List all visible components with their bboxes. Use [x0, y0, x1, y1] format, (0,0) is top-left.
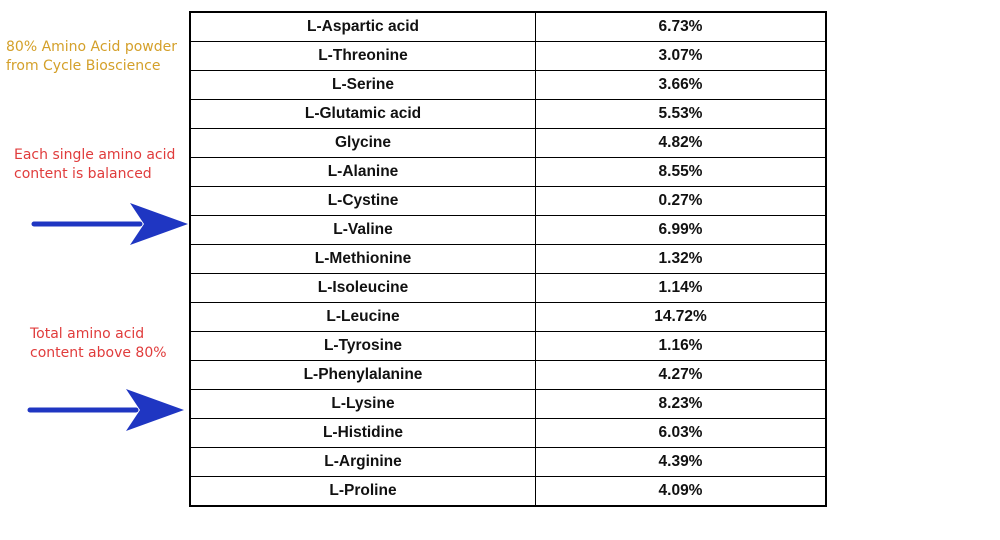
amino-acid-percent: 0.27%: [536, 187, 827, 216]
table-row: [190, 419, 826, 448]
table-row: [190, 390, 826, 419]
total-note: Total amino acid content above 80%: [30, 326, 167, 361]
table-row: [190, 448, 826, 477]
table-row: [190, 100, 826, 129]
amino-acid-percent: 1.32%: [536, 245, 827, 274]
amino-acid-name: L-Isoleucine: [190, 274, 536, 303]
table-row: [190, 71, 826, 100]
amino-acid-name: L-Cystine: [190, 187, 536, 216]
amino-acid-percent: 3.66%: [536, 71, 827, 100]
amino-acid-name: L-Alanine: [190, 158, 536, 187]
right-arrow-icon: [30, 389, 184, 431]
brand-note: 80% Amino Acid powder from Cycle Bioscience: [6, 39, 177, 74]
amino-acid-percent: 3.07%: [536, 42, 827, 71]
table-row: [190, 12, 826, 42]
amino-acid-name: L-Valine: [190, 216, 536, 245]
balanced-note: Each single amino acid content is balanced: [14, 147, 176, 182]
amino-acid-percent: 6.03%: [536, 419, 827, 448]
amino-acid-name: L-Arginine: [190, 448, 536, 477]
table-row: [190, 158, 826, 187]
amino-acid-table-body: [190, 12, 826, 506]
table-row: [190, 129, 826, 158]
amino-acid-name: L-Glutamic acid: [190, 100, 536, 129]
amino-acid-percent: 14.72%: [536, 303, 827, 332]
amino-acid-table: [189, 11, 827, 507]
amino-acid-percent: 4.39%: [536, 448, 827, 477]
amino-acid-name: L-Histidine: [190, 419, 536, 448]
table-row: [190, 477, 826, 507]
amino-acid-name: L-Serine: [190, 71, 536, 100]
amino-acid-name: L-Phenylalanine: [190, 361, 536, 390]
right-arrow-icon: [34, 203, 188, 245]
amino-acid-percent: 4.27%: [536, 361, 827, 390]
table-row: [190, 274, 826, 303]
arrows-layer: [0, 0, 190, 540]
amino-acid-name: L-Proline: [190, 477, 536, 507]
amino-acid-percent: 4.09%: [536, 477, 827, 507]
amino-acid-percent: 5.53%: [536, 100, 827, 129]
amino-acid-percent: 1.16%: [536, 332, 827, 361]
table-row: [190, 303, 826, 332]
table-row: [190, 42, 826, 71]
amino-acid-name: L-Tyrosine: [190, 332, 536, 361]
table-row: [190, 216, 826, 245]
amino-acid-name: L-Threonine: [190, 42, 536, 71]
amino-acid-name: Glycine: [190, 129, 536, 158]
table-row: [190, 332, 826, 361]
table-row: [190, 245, 826, 274]
table-row: [190, 361, 826, 390]
table-row: [190, 187, 826, 216]
amino-acid-name: L-Leucine: [190, 303, 536, 332]
amino-acid-percent: 1.14%: [536, 274, 827, 303]
amino-acid-percent: 8.23%: [536, 390, 827, 419]
amino-acid-name: L-Aspartic acid: [190, 12, 536, 42]
amino-acid-percent: 4.82%: [536, 129, 827, 158]
amino-acid-percent: 6.99%: [536, 216, 827, 245]
amino-acid-percent: 8.55%: [536, 158, 827, 187]
amino-acid-name: L-Methionine: [190, 245, 536, 274]
amino-acid-percent: 6.73%: [536, 12, 827, 42]
amino-acid-name: L-Lysine: [190, 390, 536, 419]
